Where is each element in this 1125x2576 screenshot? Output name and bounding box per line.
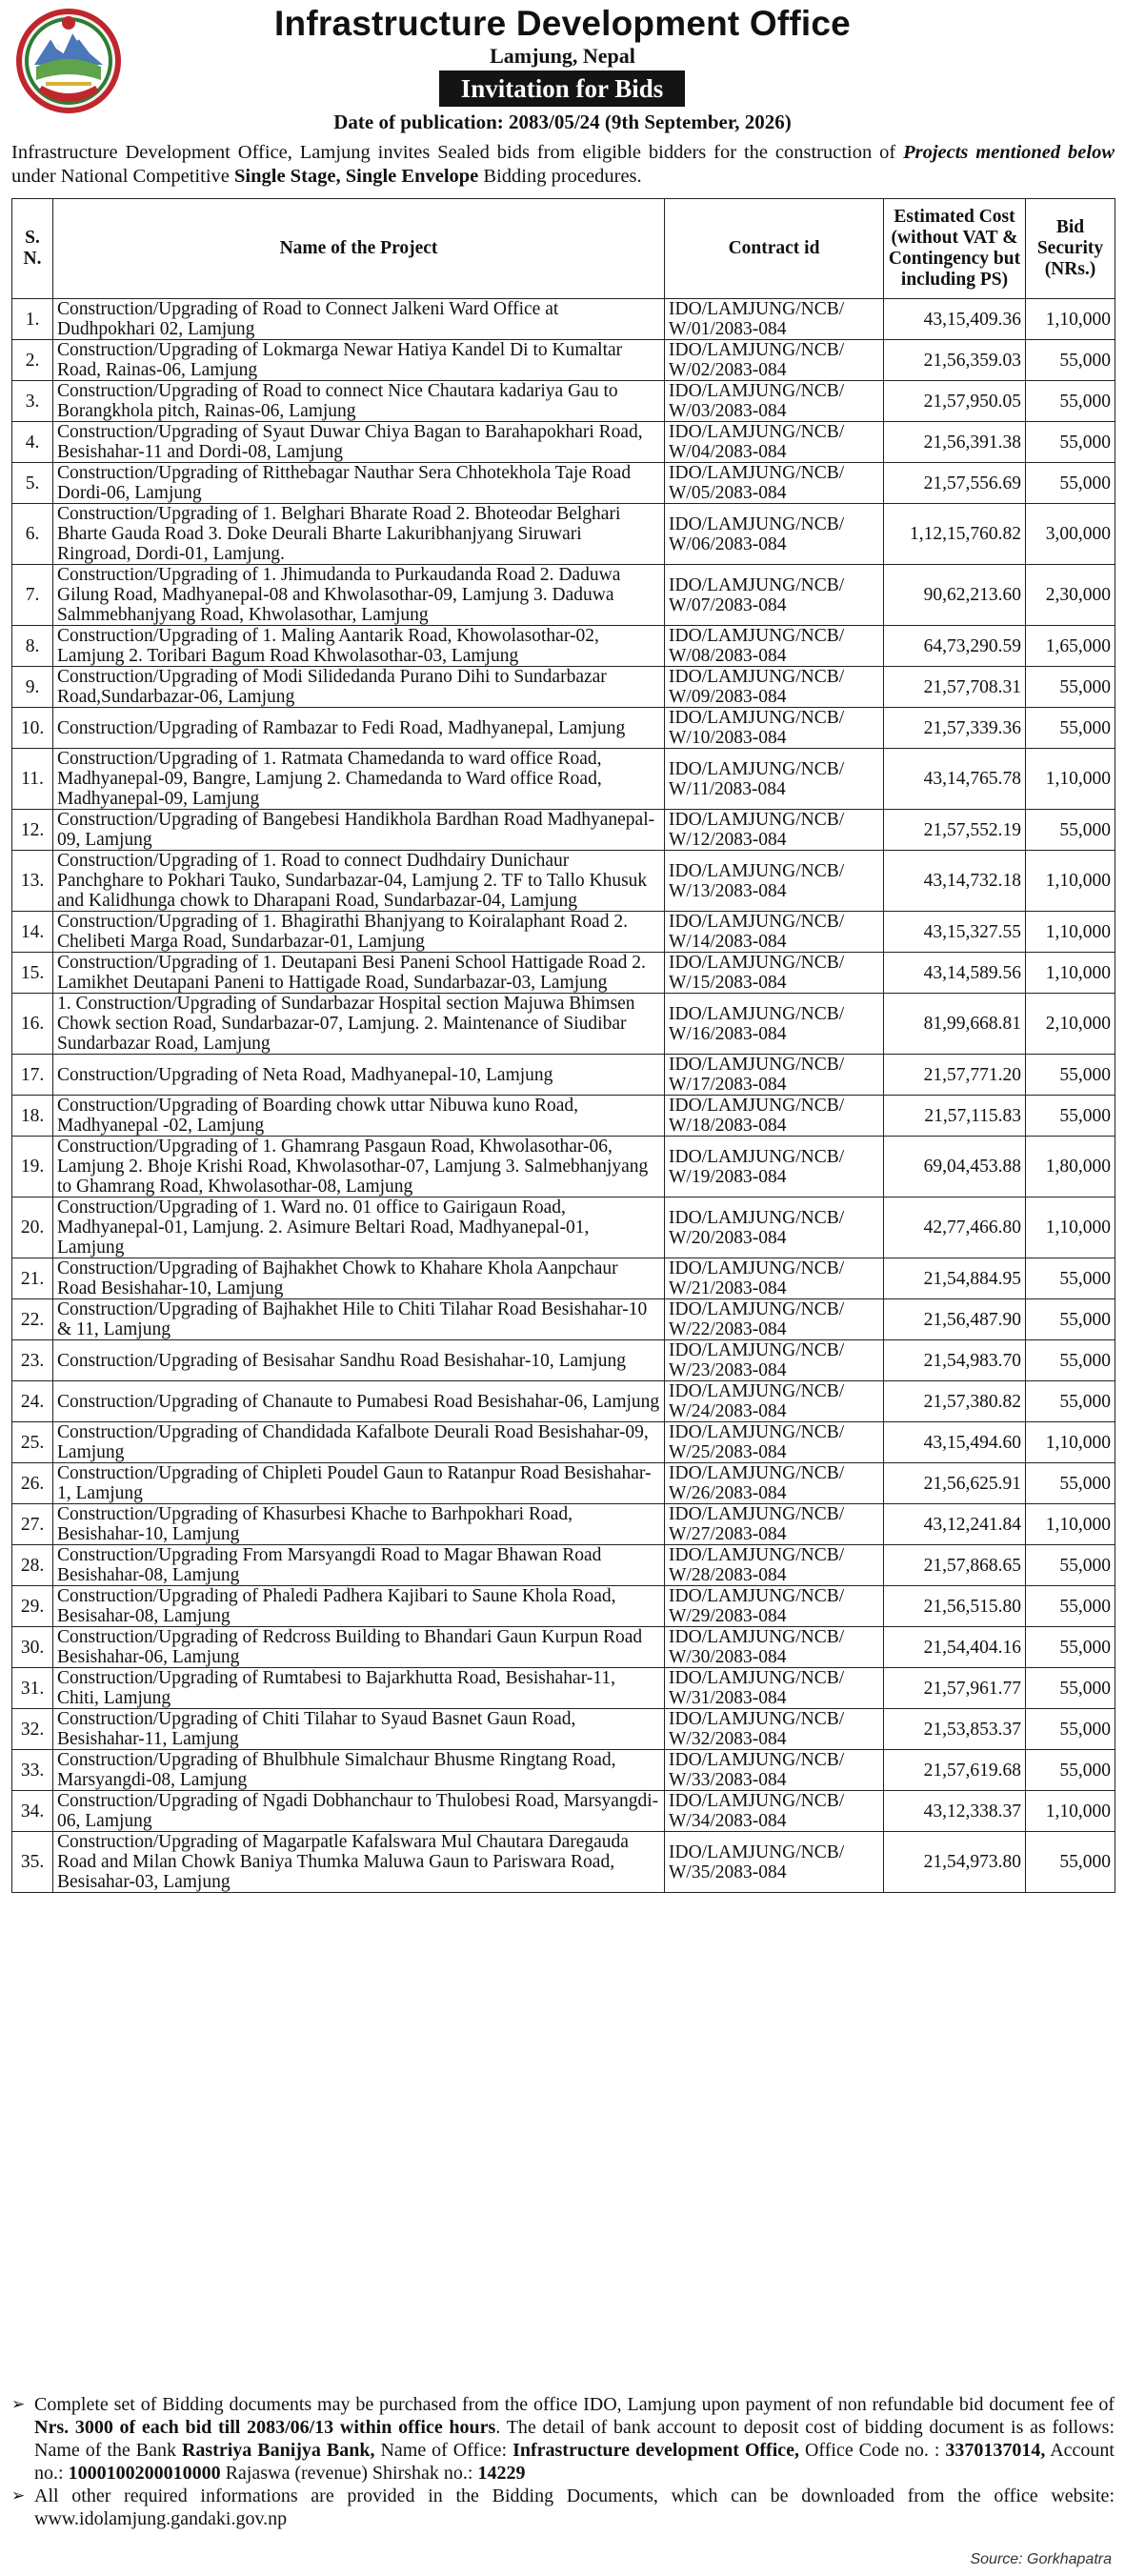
cell-name: Construction/Upgrading of 1. Ward no. 01 office to Gairigaun Road, Madhyanepal-01, Lamjung. 2. Asimure Beltari Road, Madhyanepal-01, Lamjung	[53, 1197, 665, 1258]
cell-security: 55,000	[1026, 667, 1115, 708]
cell-cost: 21,56,625.91	[884, 1463, 1026, 1504]
table-row	[12, 626, 1115, 667]
col-header-security: Bid Security (NRs.)	[1026, 199, 1115, 299]
cell-contract: IDO/LAMJUNG/NCB/ W/03/2083-084	[665, 381, 884, 422]
table-row	[12, 1627, 1115, 1668]
cell-name: Construction/Upgrading of 1. Bhagirathi Bhanjyang to Koiralaphant Road 2. Chelibeti Marga Road, Sundarbazar-01, Lamjung	[53, 912, 665, 953]
table-row	[12, 299, 1115, 340]
cell-security: 55,000	[1026, 1586, 1115, 1627]
table-row	[12, 667, 1115, 708]
publication-date: Date of publication: 2083/05/24 (9th September, 2026)	[333, 111, 792, 133]
cell-name: Construction/Upgrading of Besisahar Sandhu Road Besishahar-10, Lamjung	[53, 1340, 665, 1381]
table-row	[12, 1055, 1115, 1096]
cell-security: 3,00,000	[1026, 504, 1115, 565]
cell-security: 55,000	[1026, 810, 1115, 851]
cell-cost: 21,57,961.77	[884, 1668, 1026, 1709]
cell-name: Construction/Upgrading of Bajhakhet Chowk to Khahare Khola Aanpchaur Road Besishahar-10, Lamjung	[53, 1258, 665, 1299]
cell-sn: 31.	[12, 1668, 53, 1709]
cell-cost: 21,57,708.31	[884, 667, 1026, 708]
cell-name: Construction/Upgrading of Bhulbhule Simalchaur Bhusme Ringtang Road, Marsyangdi-08, Lamjung	[53, 1750, 665, 1791]
cell-security: 55,000	[1026, 1750, 1115, 1791]
cell-sn: 15.	[12, 953, 53, 994]
table-row	[12, 994, 1115, 1055]
cell-contract: IDO/LAMJUNG/NCB/ W/17/2083-084	[665, 1055, 884, 1096]
cell-sn: 26.	[12, 1463, 53, 1504]
cell-contract: IDO/LAMJUNG/NCB/ W/18/2083-084	[665, 1096, 884, 1137]
table-row	[12, 463, 1115, 504]
col-header-contract: Contract id	[665, 199, 884, 299]
cell-contract: IDO/LAMJUNG/NCB/ W/30/2083-084	[665, 1627, 884, 1668]
cell-security: 55,000	[1026, 1545, 1115, 1586]
cell-security: 2,30,000	[1026, 565, 1115, 626]
cell-cost: 81,99,668.81	[884, 994, 1026, 1055]
table-row	[12, 1709, 1115, 1750]
table-row	[12, 422, 1115, 463]
cell-cost: 43,12,241.84	[884, 1504, 1026, 1545]
cell-contract: IDO/LAMJUNG/NCB/ W/24/2083-084	[665, 1381, 884, 1422]
cell-name: Construction/Upgrading of Ngadi Dobhanchaur to Thulobesi Road, Marsyangdi-06, Lamjung	[53, 1791, 665, 1832]
cell-contract: IDO/LAMJUNG/NCB/ W/34/2083-084	[665, 1791, 884, 1832]
note-text: Name of Office:	[374, 2440, 513, 2461]
cell-name: Construction/Upgrading of 1. Deutapani Besi Paneni School Hattigade Road 2. Lamikhet Deutapani Paneni to Hattigade Road, Sundarbazar-03, Lamjung	[53, 953, 665, 994]
intro-text-2: under National Competitive	[11, 166, 234, 187]
cell-sn: 7.	[12, 565, 53, 626]
intro-projects-phrase: Projects mentioned below	[903, 142, 1115, 163]
cell-security: 55,000	[1026, 1381, 1115, 1422]
note-text: Rajaswa (revenue) Shirshak no.:	[220, 2463, 478, 2484]
cell-name: Construction/Upgrading of Magarpatle Kafalswara Mul Chautara Daregauda Road and Milan Chowk Baniya Thumka Maluwa Gaun to Pariswara Road, Besisahar-03, Lamjung	[53, 1832, 665, 1893]
cell-cost: 21,57,339.36	[884, 708, 1026, 749]
table-row	[12, 749, 1115, 810]
intro-text-1: Infrastructure Development Office, Lamjung invites Sealed bids from eligible bidders for the construction of	[11, 142, 904, 163]
table-row	[12, 1586, 1115, 1627]
cell-contract: IDO/LAMJUNG/NCB/ W/10/2083-084	[665, 708, 884, 749]
cell-cost: 43,15,327.55	[884, 912, 1026, 953]
table-row	[12, 1197, 1115, 1258]
cell-sn: 17.	[12, 1055, 53, 1096]
cell-name: Construction/Upgrading of 1. Ratmata Chamedanda to ward office Road, Madhyanepal-09, Bangre, Lamjung 2. Chamedanda to Ward office Road, Madhyanepal-09, Lamjung	[53, 749, 665, 810]
cell-security: 2,10,000	[1026, 994, 1115, 1055]
table-row	[12, 1545, 1115, 1586]
cell-name: Construction/Upgrading of Redcross Building to Bhandari Gaun Kurpun Road Besishahar-06, Lamjung	[53, 1627, 665, 1668]
cell-security: 1,10,000	[1026, 1504, 1115, 1545]
cell-sn: 35.	[12, 1832, 53, 1893]
office-location: Lamjung, Nepal	[490, 44, 635, 68]
cell-name: Construction/Upgrading of Road to Connect Jalkeni Ward Office at Dudhpokhari 02, Lamjung	[53, 299, 665, 340]
cell-contract: IDO/LAMJUNG/NCB/ W/08/2083-084	[665, 626, 884, 667]
col-header-cost: Estimated Cost (without VAT & Contingency but including PS)	[884, 199, 1026, 299]
note-fee: Nrs. 3000 of each bid till 2083/06/13 within office hours	[34, 2417, 496, 2438]
cell-name: Construction/Upgrading of 1. Belghari Bharate Road 2. Bhoteodar Belghari Bharte Gauda Road 3. Doke Deurali Bharte Lakuribhanjyang Siruwari Ringroad, Dordi-01, Lamjung.	[53, 504, 665, 565]
cell-cost: 21,56,515.80	[884, 1586, 1026, 1627]
table-row	[12, 708, 1115, 749]
cell-sn: 12.	[12, 810, 53, 851]
cell-security: 55,000	[1026, 422, 1115, 463]
cell-contract: IDO/LAMJUNG/NCB/ W/19/2083-084	[665, 1137, 884, 1197]
cell-security: 55,000	[1026, 381, 1115, 422]
cell-cost: 42,77,466.80	[884, 1197, 1026, 1258]
cell-cost: 21,57,771.20	[884, 1055, 1026, 1096]
cell-contract: IDO/LAMJUNG/NCB/ W/23/2083-084	[665, 1340, 884, 1381]
cell-sn: 4.	[12, 422, 53, 463]
cell-name: Construction/Upgrading of Modi Silidedanda Purano Dihi to Sundarbazar Road,Sundarbazar-06, Lamjung	[53, 667, 665, 708]
table-row	[12, 504, 1115, 565]
cell-contract: IDO/LAMJUNG/NCB/ W/20/2083-084	[665, 1197, 884, 1258]
cell-contract: IDO/LAMJUNG/NCB/ W/25/2083-084	[665, 1422, 884, 1463]
cell-name: Construction/Upgrading of Bajhakhet Hile to Chiti Tilahar Road Besishahar-10 & 11, Lamjung	[53, 1299, 665, 1340]
note-account-no: 1000100200010000	[68, 2463, 221, 2484]
cell-security: 1,10,000	[1026, 1791, 1115, 1832]
cell-security: 55,000	[1026, 1627, 1115, 1668]
notice-title: Invitation for Bids	[439, 70, 685, 107]
cell-sn: 22.	[12, 1299, 53, 1340]
cell-name: Construction/Upgrading of Chanaute to Pumabesi Road Besishahar-06, Lamjung	[53, 1381, 665, 1422]
cell-security: 55,000	[1026, 1299, 1115, 1340]
cell-contract: IDO/LAMJUNG/NCB/ W/06/2083-084	[665, 504, 884, 565]
cell-security: 55,000	[1026, 708, 1115, 749]
cell-contract: IDO/LAMJUNG/NCB/ W/27/2083-084	[665, 1504, 884, 1545]
cell-sn: 11.	[12, 749, 53, 810]
note-text: Office Code no. :	[799, 2440, 946, 2461]
cell-cost: 43,14,732.18	[884, 851, 1026, 912]
cell-sn: 8.	[12, 626, 53, 667]
cell-cost: 21,57,868.65	[884, 1545, 1026, 1586]
cell-cost: 43,12,338.37	[884, 1791, 1026, 1832]
table-row	[12, 810, 1115, 851]
cell-cost: 21,56,359.03	[884, 340, 1026, 381]
cell-security: 55,000	[1026, 1096, 1115, 1137]
cell-cost: 21,54,973.80	[884, 1832, 1026, 1893]
cell-security: 55,000	[1026, 1340, 1115, 1381]
cell-contract: IDO/LAMJUNG/NCB/ W/11/2083-084	[665, 749, 884, 810]
cell-cost: 69,04,453.88	[884, 1137, 1026, 1197]
cell-contract: IDO/LAMJUNG/NCB/ W/05/2083-084	[665, 463, 884, 504]
cell-security: 55,000	[1026, 1832, 1115, 1893]
cell-cost: 64,73,290.59	[884, 626, 1026, 667]
cell-contract: IDO/LAMJUNG/NCB/ W/22/2083-084	[665, 1299, 884, 1340]
cell-sn: 19.	[12, 1137, 53, 1197]
cell-name: Construction/Upgrading of Chipleti Poudel Gaun to Ratanpur Road Besishahar-1, Lamjung	[53, 1463, 665, 1504]
cell-cost: 43,14,589.56	[884, 953, 1026, 994]
cell-sn: 23.	[12, 1340, 53, 1381]
cell-contract: IDO/LAMJUNG/NCB/ W/12/2083-084	[665, 810, 884, 851]
table-row	[12, 1750, 1115, 1791]
note-purchase	[11, 2393, 1115, 2485]
cell-security: 55,000	[1026, 1463, 1115, 1504]
table-row	[12, 851, 1115, 912]
cell-contract: IDO/LAMJUNG/NCB/ W/13/2083-084	[665, 851, 884, 912]
intro-text-3: Bidding procedures.	[478, 166, 642, 187]
table-row	[12, 1258, 1115, 1299]
cell-sn: 10.	[12, 708, 53, 749]
table-row	[12, 1504, 1115, 1545]
cell-sn: 16.	[12, 994, 53, 1055]
cell-name: Construction/Upgrading of Ritthebagar Nauthar Sera Chhotekhola Taje Road Dordi-06, Lamjung	[53, 463, 665, 504]
cell-sn: 3.	[12, 381, 53, 422]
cell-contract: IDO/LAMJUNG/NCB/ W/32/2083-084	[665, 1709, 884, 1750]
table-row	[12, 1096, 1115, 1137]
cell-contract: IDO/LAMJUNG/NCB/ W/21/2083-084	[665, 1258, 884, 1299]
cell-name: Construction/Upgrading of Boarding chowk uttar Nibuwa kuno Road, Madhyanepal -02, Lamjung	[53, 1096, 665, 1137]
note-bank-name: Rastriya Banijya Bank,	[181, 2440, 375, 2461]
table-row	[12, 1791, 1115, 1832]
table-row	[12, 381, 1115, 422]
cell-name: Construction/Upgrading of 1. Road to connect Dudhdairy Dunichaur Panchghare to Pokhari Tauko, Sundarbazar-04, Lamjung 2. TF to Tallo Khusuk and Kalidhunga chowk to Dharapani Road, Sundarbazar-04, Lamjung	[53, 851, 665, 912]
cell-contract: IDO/LAMJUNG/NCB/ W/29/2083-084	[665, 1586, 884, 1627]
cell-security: 1,10,000	[1026, 912, 1115, 953]
cell-contract: IDO/LAMJUNG/NCB/ W/26/2083-084	[665, 1463, 884, 1504]
cell-name: 1. Construction/Upgrading of Sundarbazar Hospital section Majuwa Bhimsen Chowk section Road, Sundarbazar-07, Lamjung. 2. Maintenance of Siudibar Sundarbazar Road, Lamjung	[53, 994, 665, 1055]
cell-contract: IDO/LAMJUNG/NCB/ W/04/2083-084	[665, 422, 884, 463]
cell-cost: 21,57,552.19	[884, 810, 1026, 851]
office-name: Infrastructure Development Office	[274, 4, 851, 43]
cell-name: Construction/Upgrading of Syaut Duwar Chiya Bagan to Barahapokhari Road, Besishahar-11 and Dordi-08, Lamjung	[53, 422, 665, 463]
cell-sn: 1.	[12, 299, 53, 340]
table-row	[12, 1381, 1115, 1422]
cell-sn: 29.	[12, 1586, 53, 1627]
cell-sn: 28.	[12, 1545, 53, 1586]
cell-sn: 18.	[12, 1096, 53, 1137]
cell-cost: 21,57,115.83	[884, 1096, 1026, 1137]
cell-cost: 21,57,619.68	[884, 1750, 1026, 1791]
table-row	[12, 1299, 1115, 1340]
cell-sn: 30.	[12, 1627, 53, 1668]
table-row	[12, 1463, 1115, 1504]
table-row	[12, 1137, 1115, 1197]
cell-cost: 21,57,556.69	[884, 463, 1026, 504]
notice-header	[0, 0, 1125, 143]
cell-sn: 5.	[12, 463, 53, 504]
cell-name: Construction/Upgrading of Rambazar to Fedi Road, Madhyanepal, Lamjung	[53, 708, 665, 749]
cell-name: Construction/Upgrading of Rumtabesi to Bajarkhutta Road, Besishahar-11, Chiti, Lamjung	[53, 1668, 665, 1709]
cell-security: 1,10,000	[1026, 1197, 1115, 1258]
cell-name: Construction/Upgrading of 1. Jhimudanda to Purkaudanda Road 2. Daduwa Gilung Road, Madhyanepal-08 and Khwolasothar-09, Lamjung 3. Daduwa Salmmebhanjyang Road, Khwolasothar, Lamjung	[53, 565, 665, 626]
cell-cost: 21,57,950.05	[884, 381, 1026, 422]
table-row	[12, 1668, 1115, 1709]
cell-sn: 14.	[12, 912, 53, 953]
cell-sn: 27.	[12, 1504, 53, 1545]
cell-cost: 43,15,409.36	[884, 299, 1026, 340]
cell-sn: 21.	[12, 1258, 53, 1299]
cell-security: 1,10,000	[1026, 749, 1115, 810]
table-row	[12, 1832, 1115, 1893]
table-row	[12, 912, 1115, 953]
cell-contract: IDO/LAMJUNG/NCB/ W/07/2083-084	[665, 565, 884, 626]
cell-contract: IDO/LAMJUNG/NCB/ W/31/2083-084	[665, 1668, 884, 1709]
cell-security: 55,000	[1026, 1709, 1115, 1750]
cell-security: 55,000	[1026, 340, 1115, 381]
cell-name: Construction/Upgrading of Road to connect Nice Chautara kadariya Gau to Borangkhola pitch, Rainas-06, Lamjung	[53, 381, 665, 422]
cell-security: 1,10,000	[1026, 851, 1115, 912]
intro-paragraph	[11, 141, 1115, 189]
cell-sn: 24.	[12, 1381, 53, 1422]
cell-name: Construction/Upgrading of 1. Maling Aantarik Road, Khowolasothar-02, Lamjung 2. Toribari Bagum Road Khwolasothar-03, Lamjung	[53, 626, 665, 667]
cell-name: Construction/Upgrading of Chandidada Kafalbote Deurali Road Besishahar-09, Lamjung	[53, 1422, 665, 1463]
cell-contract: IDO/LAMJUNG/NCB/ W/28/2083-084	[665, 1545, 884, 1586]
note-text: Account no.:	[34, 2440, 1115, 2484]
cell-cost: 21,54,404.16	[884, 1627, 1026, 1668]
cell-security: 1,10,000	[1026, 953, 1115, 994]
col-header-name: Name of the Project	[53, 199, 665, 299]
cell-cost: 43,14,765.78	[884, 749, 1026, 810]
note-revenue-code: 14229	[477, 2463, 526, 2484]
cell-security: 55,000	[1026, 1055, 1115, 1096]
cell-cost: 21,56,391.38	[884, 422, 1026, 463]
cell-sn: 20.	[12, 1197, 53, 1258]
cell-security: 55,000	[1026, 463, 1115, 504]
cell-sn: 32.	[12, 1709, 53, 1750]
cell-name: Construction/Upgrading of Chiti Tilahar to Syaud Basnet Gaun Road, Besishahar-11, Lamjung	[53, 1709, 665, 1750]
cell-cost: 21,54,983.70	[884, 1340, 1026, 1381]
cell-contract: IDO/LAMJUNG/NCB/ W/14/2083-084	[665, 912, 884, 953]
cell-cost: 21,57,380.82	[884, 1381, 1026, 1422]
cell-contract: IDO/LAMJUNG/NCB/ W/33/2083-084	[665, 1750, 884, 1791]
cell-sn: 2.	[12, 340, 53, 381]
source-credit: Source: Gorkhapatra	[970, 2551, 1112, 2567]
cell-sn: 34.	[12, 1791, 53, 1832]
cell-security: 55,000	[1026, 1668, 1115, 1709]
bids-table-body	[12, 299, 1115, 1893]
note-text: All other required informations are provided in the Bidding Documents, which can be downloaded from the office website: www.idolamjung.gandaki.gov.np	[34, 2485, 1115, 2529]
cell-sn: 6.	[12, 504, 53, 565]
cell-contract: IDO/LAMJUNG/NCB/ W/35/2083-084	[665, 1832, 884, 1893]
note-text: . The detail of bank account to deposit cost of bidding document is as follows: Name of the Bank	[34, 2417, 1115, 2461]
cell-security: 1,80,000	[1026, 1137, 1115, 1197]
note-office-name: Infrastructure development Office,	[512, 2440, 800, 2461]
bids-table	[11, 198, 1115, 1893]
cell-contract: IDO/LAMJUNG/NCB/ W/15/2083-084	[665, 953, 884, 994]
cell-cost: 21,53,853.37	[884, 1709, 1026, 1750]
cell-sn: 33.	[12, 1750, 53, 1791]
cell-contract: IDO/LAMJUNG/NCB/ W/09/2083-084	[665, 667, 884, 708]
cell-sn: 13.	[12, 851, 53, 912]
table-header-row	[12, 199, 1115, 299]
cell-security: 55,000	[1026, 1258, 1115, 1299]
arrow-bullet-icon: ➢	[11, 2486, 26, 2506]
cell-security: 1,65,000	[1026, 626, 1115, 667]
cell-name: Construction/Upgrading of Bangebesi Handikhola Bardhan Road Madhyanepal-09, Lamjung	[53, 810, 665, 851]
cell-cost: 43,15,494.60	[884, 1422, 1026, 1463]
arrow-bullet-icon: ➢	[11, 2395, 26, 2414]
table-row	[12, 340, 1115, 381]
col-header-sn: S. N.	[12, 199, 53, 299]
table-row	[12, 1340, 1115, 1381]
cell-cost: 1,12,15,760.82	[884, 504, 1026, 565]
cell-security: 1,10,000	[1026, 299, 1115, 340]
cell-sn: 9.	[12, 667, 53, 708]
cell-name: Construction/Upgrading of 1. Ghamrang Pasgaun Road, Khwolasothar-06, Lamjung 2. Bhoje Krishi Road, Khwolasothar-07, Lamjung 3. Salmebhanjyang to Ghamrang Road, Khwolasothar-08, Lamjung	[53, 1137, 665, 1197]
note-download	[11, 2485, 1115, 2530]
cell-contract: IDO/LAMJUNG/NCB/ W/02/2083-084	[665, 340, 884, 381]
cell-name: Construction/Upgrading of Khasurbesi Khache to Barhpokhari Road, Besishahar-10, Lamjung	[53, 1504, 665, 1545]
cell-sn: 25.	[12, 1422, 53, 1463]
intro-procedure-phrase: Single Stage, Single Envelope	[234, 166, 479, 187]
cell-cost: 21,56,487.90	[884, 1299, 1026, 1340]
notes-section	[11, 2393, 1115, 2530]
cell-name: Construction/Upgrading From Marsyangdi Road to Magar Bhawan Road Besishahar-08, Lamjung	[53, 1545, 665, 1586]
cell-contract: IDO/LAMJUNG/NCB/ W/01/2083-084	[665, 299, 884, 340]
note-office-code: 3370137014,	[945, 2440, 1046, 2461]
cell-security: 1,10,000	[1026, 1422, 1115, 1463]
note-text: Complete set of Bidding documents may be purchased from the office IDO, Lamjung upon payment of non refundable bid document fee of	[34, 2394, 1115, 2415]
cell-name: Construction/Upgrading of Phaledi Padhera Kajibari to Saune Khola Road, Besisahar-08, Lamjung	[53, 1586, 665, 1627]
table-row	[12, 953, 1115, 994]
table-row	[12, 1422, 1115, 1463]
cell-cost: 21,54,884.95	[884, 1258, 1026, 1299]
cell-cost: 90,62,213.60	[884, 565, 1026, 626]
cell-contract: IDO/LAMJUNG/NCB/ W/16/2083-084	[665, 994, 884, 1055]
cell-name: Construction/Upgrading of Lokmarga Newar Hatiya Kandel Di to Kumaltar Road, Rainas-06, Lamjung	[53, 340, 665, 381]
table-row	[12, 565, 1115, 626]
cell-name: Construction/Upgrading of Neta Road, Madhyanepal-10, Lamjung	[53, 1055, 665, 1096]
